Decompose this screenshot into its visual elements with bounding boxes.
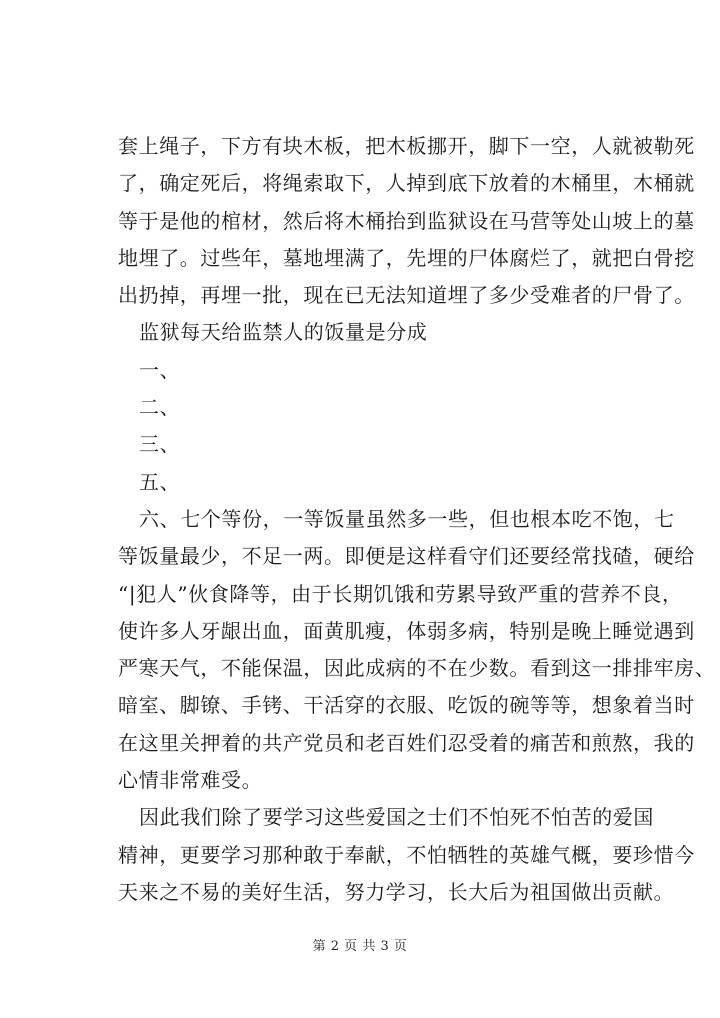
text-line: 五、 bbox=[139, 469, 181, 494]
text-line: 套上绳子，下方有块木板，把木板挪开，脚下一空，人就被勒死 bbox=[118, 134, 695, 158]
list-item-two bbox=[118, 389, 618, 426]
paragraph-conclusion bbox=[118, 799, 695, 911]
paragraph-execution bbox=[118, 128, 695, 314]
text-line: 在这里关押着的共产党员和老百姓们忍受着的痛苦和煎熬，我的 bbox=[118, 730, 695, 755]
text-line: 使许多人牙龈出血，面黄肌瘦，体弱多病，特别是晚上睡觉遇到 bbox=[118, 618, 695, 643]
text-line: 等饭量最少，不足一两。即便是这样看守们还要经常找碴，硬给 bbox=[118, 544, 695, 569]
paragraph-meal-ration bbox=[118, 314, 618, 351]
text-line: 心情非常难受。 bbox=[118, 768, 263, 793]
text-line: “|犯人”伙食降等，由于长期饥饿和劳累导致严重的营养不良， bbox=[118, 581, 683, 606]
page-number-label: 第 2 页 共 3 页 bbox=[312, 939, 408, 954]
text-line: 等于是他的棺材，然后将木桶抬到监狱设在马营等处山坡上的墓 bbox=[118, 208, 695, 233]
text-line: 六、七个等份，一等饭量虽然多一些，但也根本吃不饱，七 bbox=[139, 506, 675, 531]
text-line: 因此我们除了要学习这些爱国之士们不怕死不怕苦的爱国 bbox=[139, 805, 654, 830]
page-number-footer bbox=[0, 935, 720, 954]
text-line: 严寒天气，不能保温，因此成病的不在少数。看到这一排排牢房、 bbox=[118, 656, 716, 681]
text-line: 监狱每天给监禁人的饭量是分成 bbox=[139, 320, 428, 345]
text-line: 地埋了。过些年，墓地埋满了，先埋的尸体腐烂了，就把白骨挖 bbox=[118, 245, 695, 270]
document-body bbox=[118, 128, 716, 911]
text-line: 天来之不易的美好生活，努力学习，长大后为祖国做出贡献。 bbox=[118, 879, 675, 904]
text-line: 了，确定死后，将绳索取下，人掉到底下放着的木桶里，木桶就 bbox=[118, 171, 695, 196]
list-item-three bbox=[118, 426, 618, 463]
text-line: 出扔掉，再埋一批，现在已无法知道埋了多少受难者的尸骨了。 bbox=[118, 283, 695, 308]
text-line: 暗室、脚镣、手铐、干活穿的衣服、吃饭的碗等等，想象着当时 bbox=[118, 693, 695, 718]
text-line: 一、 bbox=[139, 357, 181, 382]
text-line: 二、 bbox=[139, 395, 181, 420]
paragraph-prison-conditions bbox=[118, 501, 716, 799]
text-line: 三、 bbox=[139, 432, 181, 457]
text-line: 精神，更要学习那种敢于奉献，不怕牺牲的英雄气概，要珍惜今 bbox=[118, 842, 695, 867]
list-item-one bbox=[118, 352, 618, 389]
list-item-five bbox=[118, 464, 618, 501]
